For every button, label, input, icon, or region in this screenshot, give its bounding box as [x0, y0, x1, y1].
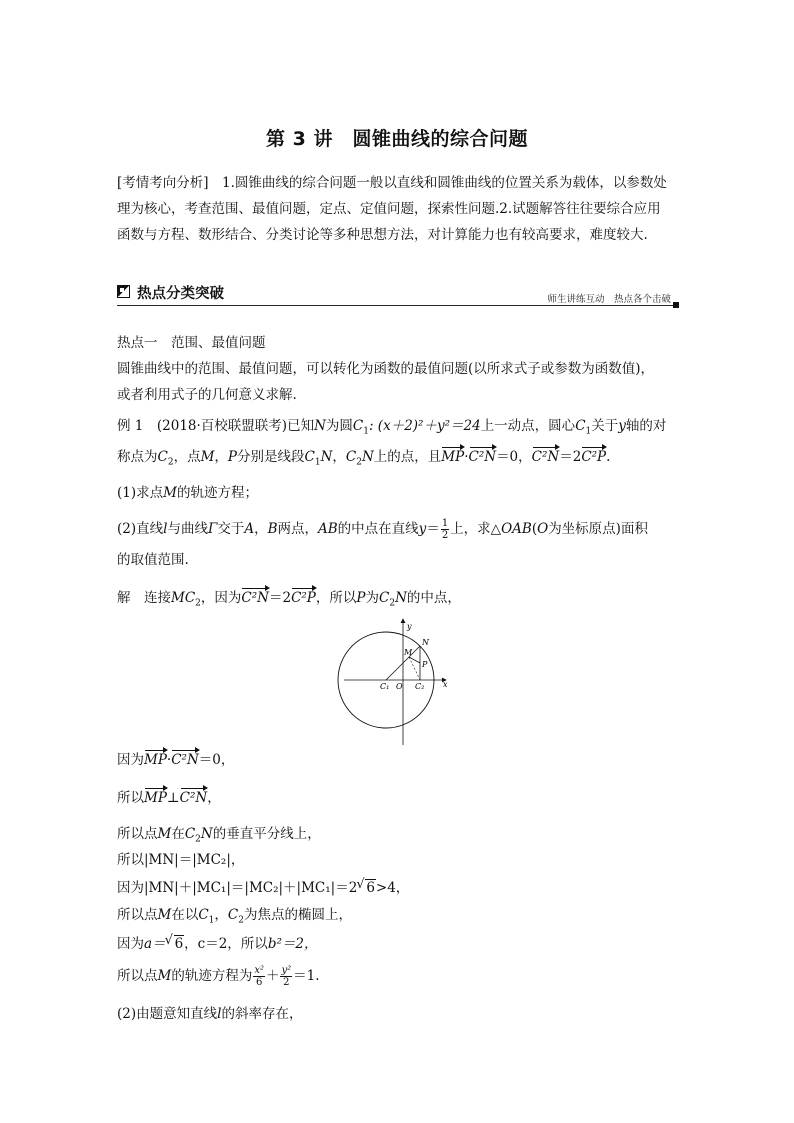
- page-title: 第 3 讲 圆锥曲线的综合问题: [266, 128, 528, 150]
- vector-c2n-2: C²N: [531, 449, 560, 465]
- solution-line-8: 因为a＝√ 6，c＝2，所以b²＝2，: [117, 932, 317, 952]
- section-subtitle: 师生讲练互动 热点各个击破: [547, 294, 671, 305]
- example-label: 例 1: [117, 418, 144, 434]
- question-2-line-2: 的取值范围.: [117, 552, 189, 568]
- fig-label-p: P: [422, 660, 428, 669]
- solution-line-4: 所以点M在$C_2N$的垂直平分线上，: [117, 826, 321, 845]
- solution-line-6: 因为|MN|＋|MC₁|＝|MC₂|＋|MC₁|＝2√ 6>4，: [117, 876, 409, 896]
- solution-line-9: 所以点M的轨迹方程为 $\frac{\text{x²}}{6}$ ＋ $\frac{\text{y²}}{2}$ ＝1.: [117, 965, 320, 988]
- example-line-2: 称点为$C_2$，点M，P分别是线段$C_1N$，$C_2N$上的点，且MP·C²N＝0，C²N＝2C²P.: [117, 449, 611, 468]
- intro-text-2: 理为核心，考查范围、最值问题，定点、定值问题，探索性问题.2.试题解答往往要综合应用: [117, 201, 661, 217]
- solution-line-10: (2)由题意知直线l的斜率存在，: [117, 1006, 303, 1022]
- section-header: [117, 282, 679, 312]
- solution-label: 解: [117, 590, 131, 606]
- vector-c2p: C²P: [581, 449, 607, 465]
- segment-mp: [409, 657, 420, 663]
- intro-tag: [考情考向分析]: [117, 175, 209, 191]
- fraction-one-half: $\frac{1}{2}$: [441, 518, 449, 541]
- solution-line-3: 所以MP⊥C²N，: [117, 790, 221, 806]
- fig-label-x: x: [443, 680, 448, 689]
- hotspot-desc-2: 或者利用式子的几何意义求解.: [117, 387, 297, 403]
- question-1: (1)求点M的轨迹方程；: [117, 485, 258, 501]
- fig-label-y: y: [407, 622, 412, 631]
- circle-diagram: [338, 615, 458, 745]
- section-label: 热点分类突破: [137, 286, 224, 302]
- fig-label-n: N: [422, 638, 429, 647]
- fraction-x2-6: $\frac{\text{x²}}{6}$: [254, 965, 264, 988]
- solution-line-1: 解 连接$MC_2$，因为C²N＝2C²P，所以P为$C_2N$的中点，: [117, 590, 461, 609]
- fig-label-c2: C₂: [415, 682, 425, 691]
- fraction-y2-2: $\frac{\text{y²}}{2}$: [281, 965, 292, 988]
- hotspot-desc-1: 圆锥曲线中的范围、最值问题，可以转化为函数的最值问题(以所求式子或参数为函数值)，: [117, 361, 655, 377]
- sqrt-6: √ 6: [365, 879, 376, 896]
- section-square-icon: [117, 285, 130, 298]
- section-rule: [117, 305, 679, 306]
- fig-label-c1: C₁: [380, 682, 390, 691]
- solution-line-5: 所以|MN|＝|MC₂|，: [117, 852, 245, 868]
- question-2-line-1: (2)直线l与曲线Γ交于A，B两点，AB的中点在直线y＝ $\frac{1}{2}$ 上，求△OAB(O为坐标原点)面积: [117, 518, 648, 541]
- vector-mp: MP: [441, 449, 465, 465]
- section-end-square-icon: [673, 302, 679, 308]
- vector-c2n: C²N: [468, 449, 497, 465]
- fig-label-m: M: [404, 648, 413, 657]
- hotspot-heading: 热点一 范围、最值问题: [117, 335, 266, 351]
- solution-line-7: 所以点M在以$C_1$，$C_2$为焦点的椭圆上，: [117, 907, 352, 926]
- fig-label-o: O: [396, 682, 403, 691]
- intro-text-1: 1.圆锥曲线的综合问题一般以直线和圆锥曲线的位置关系为载体，以参数处: [208, 175, 667, 191]
- example-line-1: 例 1 (2018·百校联盟联考)已知N为圆$C_1$: (x＋2)²＋y²＝24上一动点，圆心$C_1$关于y轴的对: [117, 418, 667, 437]
- intro-text-3: 函数与方程、数形结合、分类讨论等多种思想方法，对计算能力也有较高要求，难度较大.: [117, 227, 648, 243]
- solution-line-2: 因为MP·C²N＝0，: [117, 752, 235, 768]
- intro-paragraph: [117, 170, 679, 248]
- circle-figure: [338, 615, 458, 745]
